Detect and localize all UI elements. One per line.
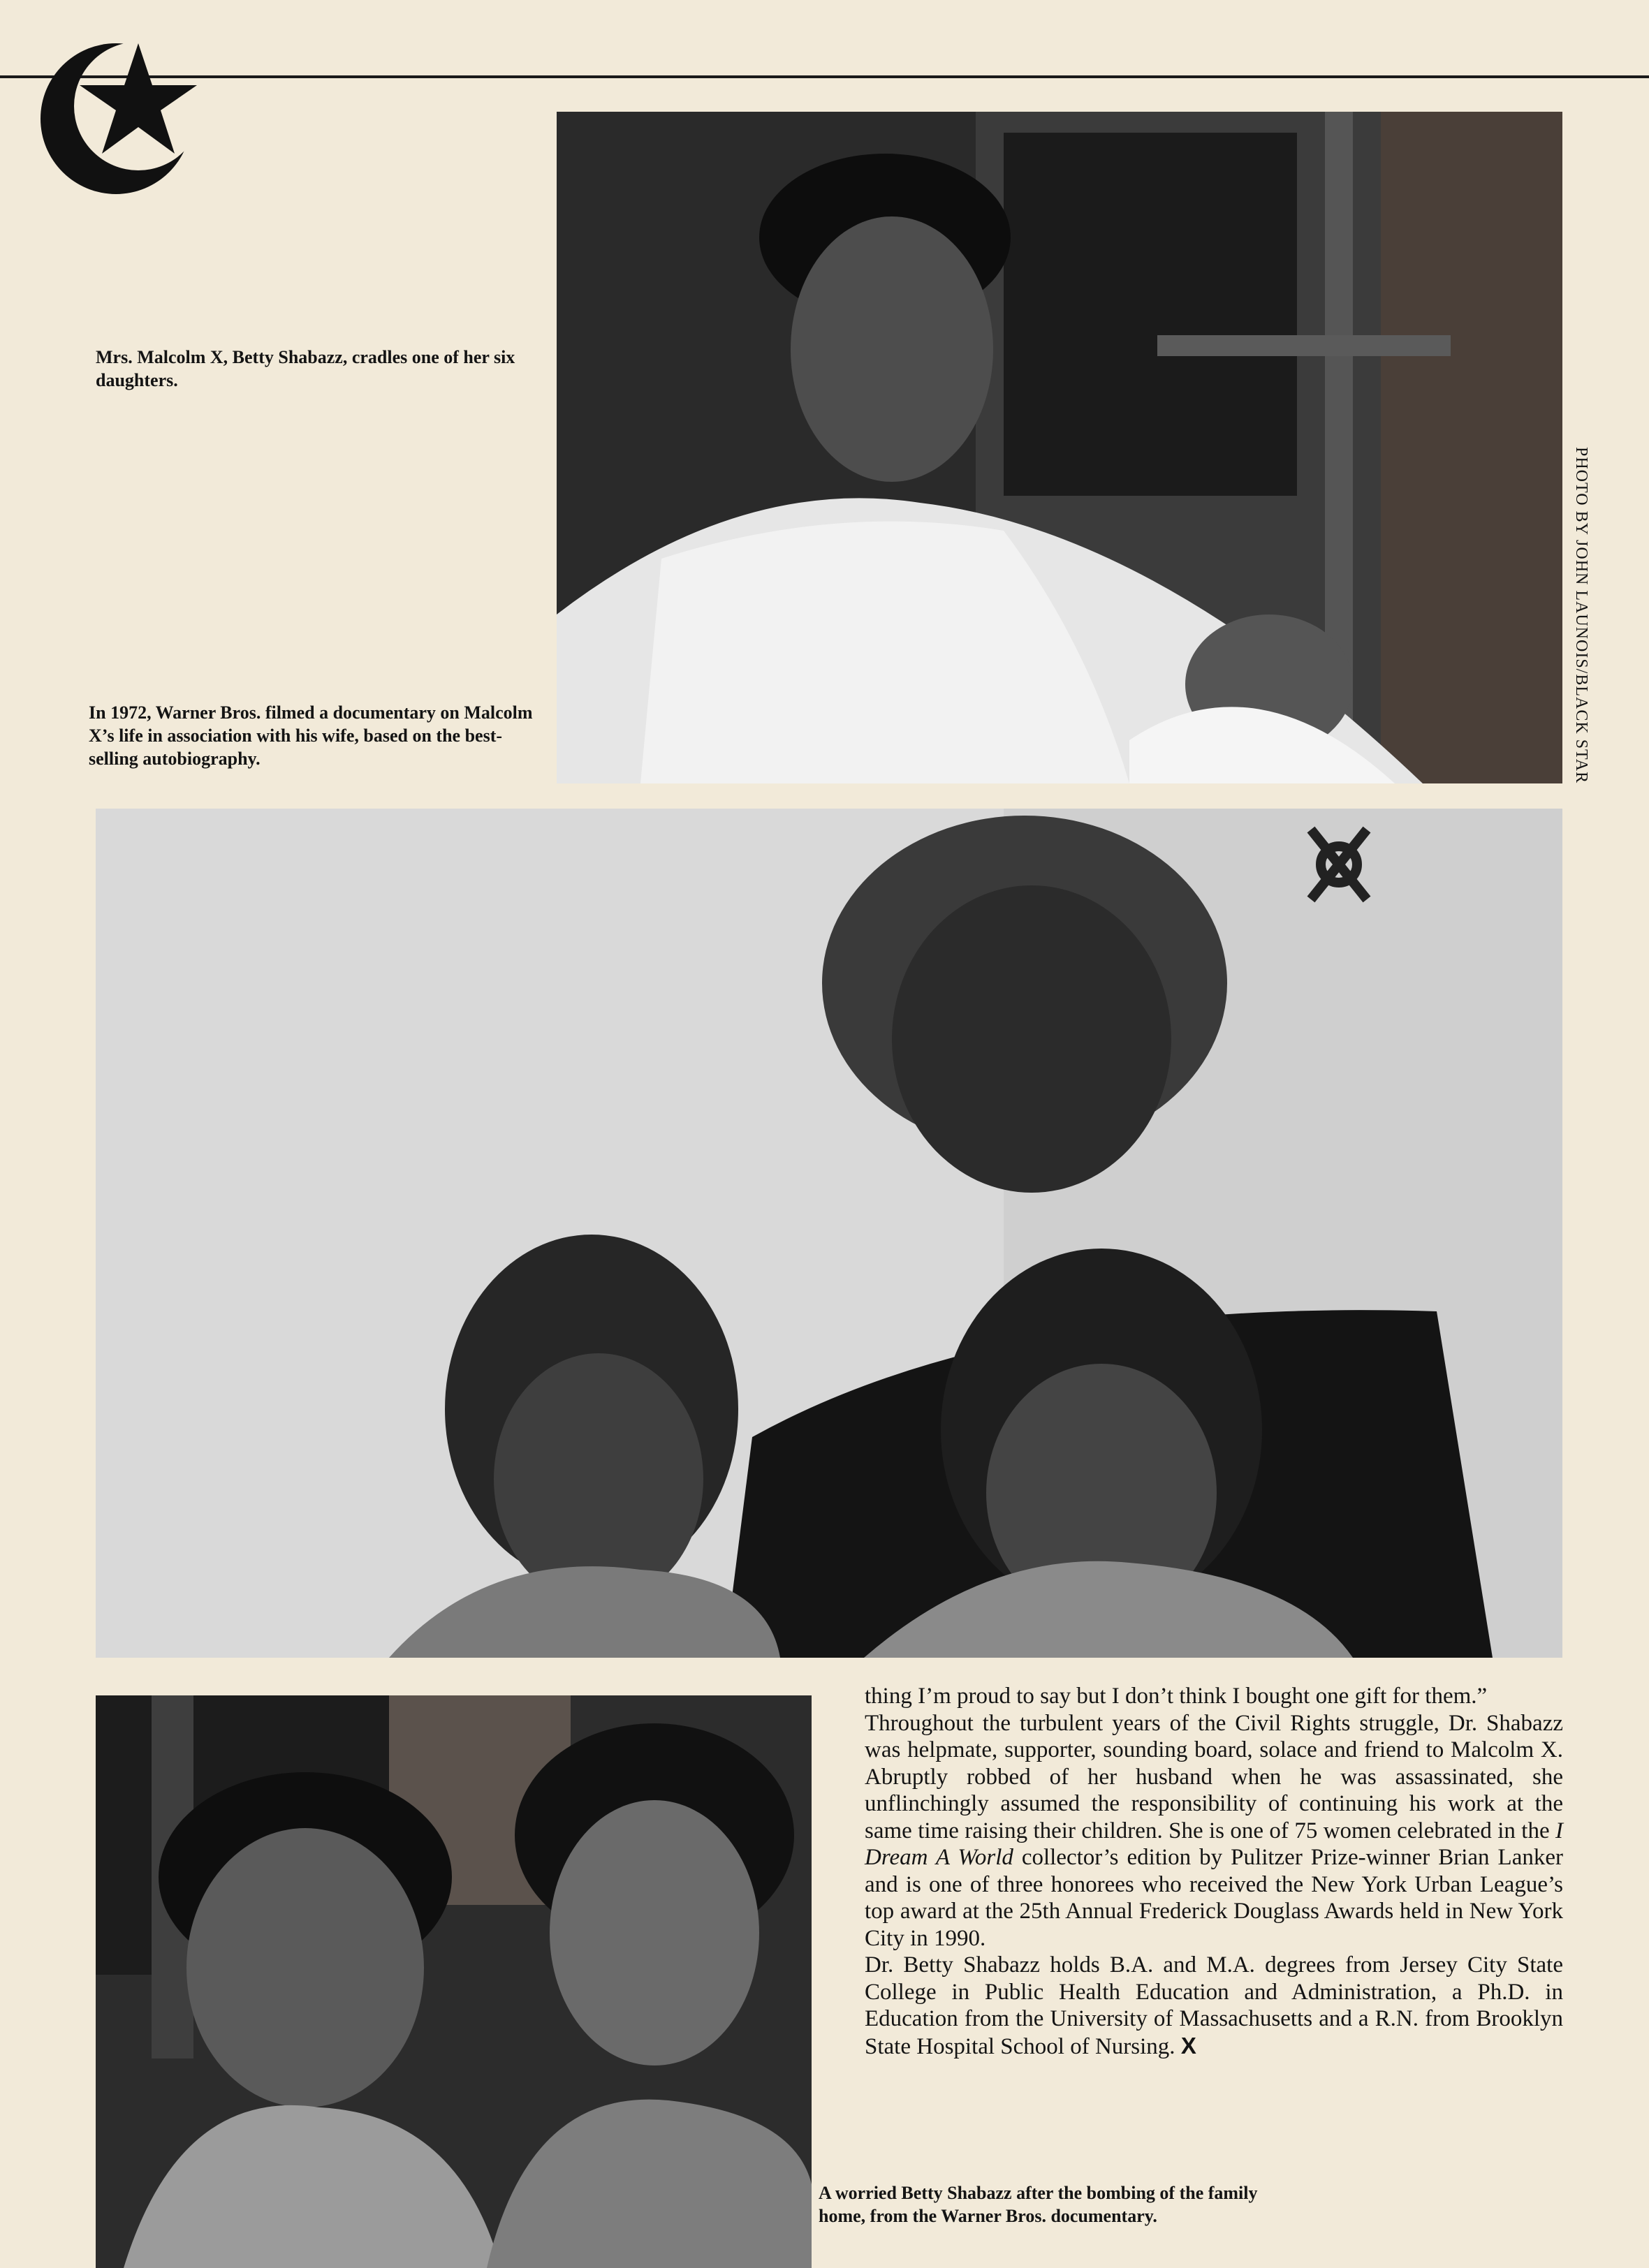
article-paragraph-3 xyxy=(865,1952,1563,2060)
crescent-star-icon xyxy=(34,28,208,196)
article-paragraph-2 xyxy=(865,1710,1563,1952)
article-body xyxy=(865,1683,1563,2060)
photo-credit: PHOTO BY JOHN LAUNOIS/BLACK STAR xyxy=(1572,447,1590,784)
article-paragraph-2-start: Throughout the turbulent years of the Civil Rights struggle, Dr. Shabazz was helpmate, supporter, sounding board, solace and friend to Malcolm X. Abruptly robbed of her husband when he was assassinated, she unflinchingly assumed the responsibility of continuing his work at the same time raising their children. She is one of 75 women celebrated in the xyxy=(865,1710,1563,1843)
photo-shabazz-with-daughters xyxy=(96,809,1562,1658)
article-paragraph-2-end: collector’s edition by Pulitzer Prize-winner Brian Lanker and is one of three honorees who received the New York Urban League’s top award at the 25th Annual Frederick Douglass Awards held in New York City in 1990. xyxy=(865,1845,1563,1951)
photo3-caption: A worried Betty Shabazz after the bombing of the family home, from the Warner Bros. documentary. xyxy=(819,2183,1258,2226)
article-paragraph-1: thing I’m proud to say but I don’t think I bought one gift for them.” xyxy=(865,1684,1488,1709)
article-paragraph-3-text: Dr. Betty Shabazz holds B.A. and M.A. degrees from Jersey City State College in Public Health Education and Administration, a Ph.D. in Education from the University of Massachusetts and a R.N. from Brooklyn State Hospital School of Nursing. xyxy=(865,1952,1563,2059)
photo-shabazz-after-bombing xyxy=(96,1695,812,2268)
end-mark: X xyxy=(1180,2032,1196,2059)
photo-shabazz-cradling-baby xyxy=(557,112,1562,783)
photo1-caption-b: In 1972, Warner Bros. filmed a documentary on Malcolm X’s life in association with his wife, based on the best-selling autobiography. xyxy=(89,702,533,769)
book-title: I Dream A World xyxy=(865,1818,1563,1870)
top-rule xyxy=(0,75,1649,78)
photo1-caption-a: Mrs. Malcolm X, Betty Shabazz, cradles one of her six daughters. xyxy=(96,347,515,390)
